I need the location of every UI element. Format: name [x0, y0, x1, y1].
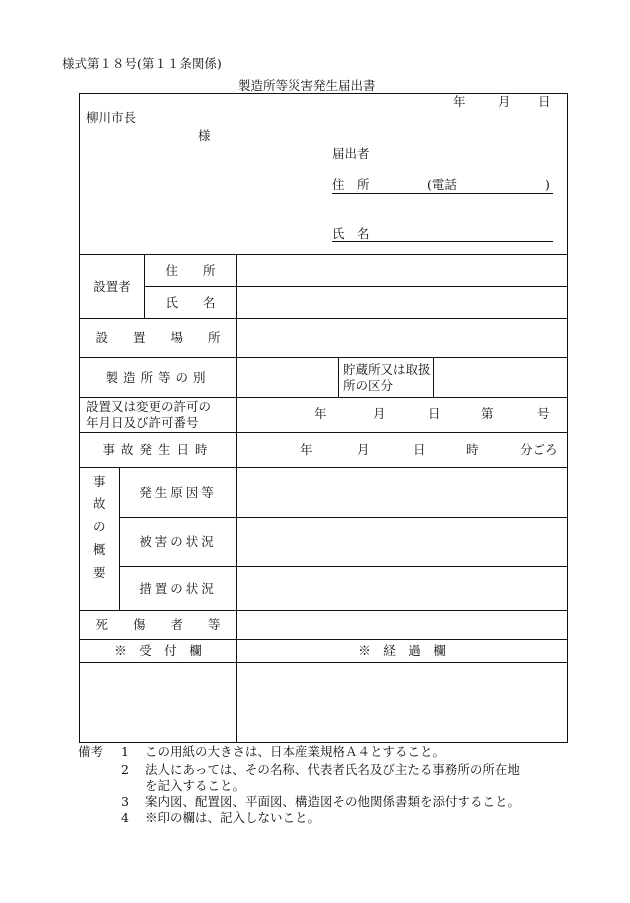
summary-char: 事 — [93, 474, 106, 489]
permit-no-prefix: 第 — [481, 406, 494, 421]
honorific: 様 — [198, 128, 211, 143]
note-text: を記入すること。 — [145, 778, 246, 793]
measures-label: 措置の状況 — [139, 580, 217, 596]
reception-label: ※ 受 付 欄 — [114, 643, 202, 659]
installer-address-label: 住 所 — [165, 262, 216, 278]
permit-no-suffix: 号 — [537, 406, 550, 421]
summary-char: の — [93, 519, 106, 534]
permit-year-label: 年 — [314, 406, 327, 421]
accident-minute-label: 分ごろ — [520, 442, 558, 457]
permit-label-line2: 年月日及び許可番号 — [86, 415, 199, 430]
form-number: 様式第１８号(第１１条関係) — [62, 56, 222, 71]
date-day-label: 日 — [538, 94, 551, 109]
summary-char: 概 — [93, 542, 106, 557]
phone-close: ) — [545, 177, 550, 192]
permit-day-label: 日 — [428, 406, 441, 421]
notes-label: 備考 — [78, 744, 104, 759]
accident-day-label: 日 — [413, 442, 426, 457]
note-text: この用紙の大きさは、日本産業規格Ａ４とすること。 — [145, 744, 446, 759]
notifier-label: 届出者 — [332, 146, 370, 161]
accident-year-label: 年 — [300, 442, 313, 457]
installer-name-label: 氏 名 — [165, 294, 216, 310]
note-number: 2 — [121, 762, 129, 777]
phone-label: (電話 — [427, 177, 457, 192]
summary-char: 要 — [93, 565, 106, 580]
note-number: 4 — [121, 810, 129, 825]
casualties-label: 死 傷 者 等 — [95, 617, 221, 633]
progress-label: ※ 経 過 欄 — [358, 643, 446, 659]
permit-month-label: 月 — [373, 406, 386, 421]
accident-month-label: 月 — [357, 442, 370, 457]
note-text: 法人にあっては、その名称、代表者氏名及び主たる事務所の所在地 — [145, 762, 520, 777]
accident-date-label: 事故発生日時 — [102, 442, 214, 458]
notifier-address-label: 住 所 — [332, 177, 370, 192]
location-label: 設 置 場 所 — [95, 330, 221, 346]
note-number: 3 — [121, 794, 129, 809]
note-text: ※印の欄は、記入しないこと。 — [145, 810, 321, 825]
date-month-label: 月 — [498, 94, 511, 109]
note-text: 案内図、配置図、平面図、構造図その他関係書類を添付すること。 — [145, 794, 521, 809]
installer-label: 設置者 — [93, 278, 131, 294]
notifier-name-label: 氏 名 — [332, 226, 370, 241]
damage-label: 被害の状況 — [139, 534, 217, 550]
accident-hour-label: 時 — [466, 442, 479, 457]
cause-label: 発生原因等 — [139, 484, 217, 500]
storage-class-label: 貯蔵所又は取扱所の区分 — [343, 361, 431, 393]
page-title: 製造所等災害発生届出書 — [238, 78, 376, 93]
facility-type-label: 製造所等の別 — [105, 369, 211, 385]
note-number: 1 — [121, 744, 129, 759]
summary-char: 故 — [93, 496, 106, 511]
addressee: 柳川市長 — [86, 110, 137, 125]
date-year-label: 年 — [453, 94, 466, 109]
permit-label-line1: 設置又は変更の許可の — [86, 399, 212, 414]
